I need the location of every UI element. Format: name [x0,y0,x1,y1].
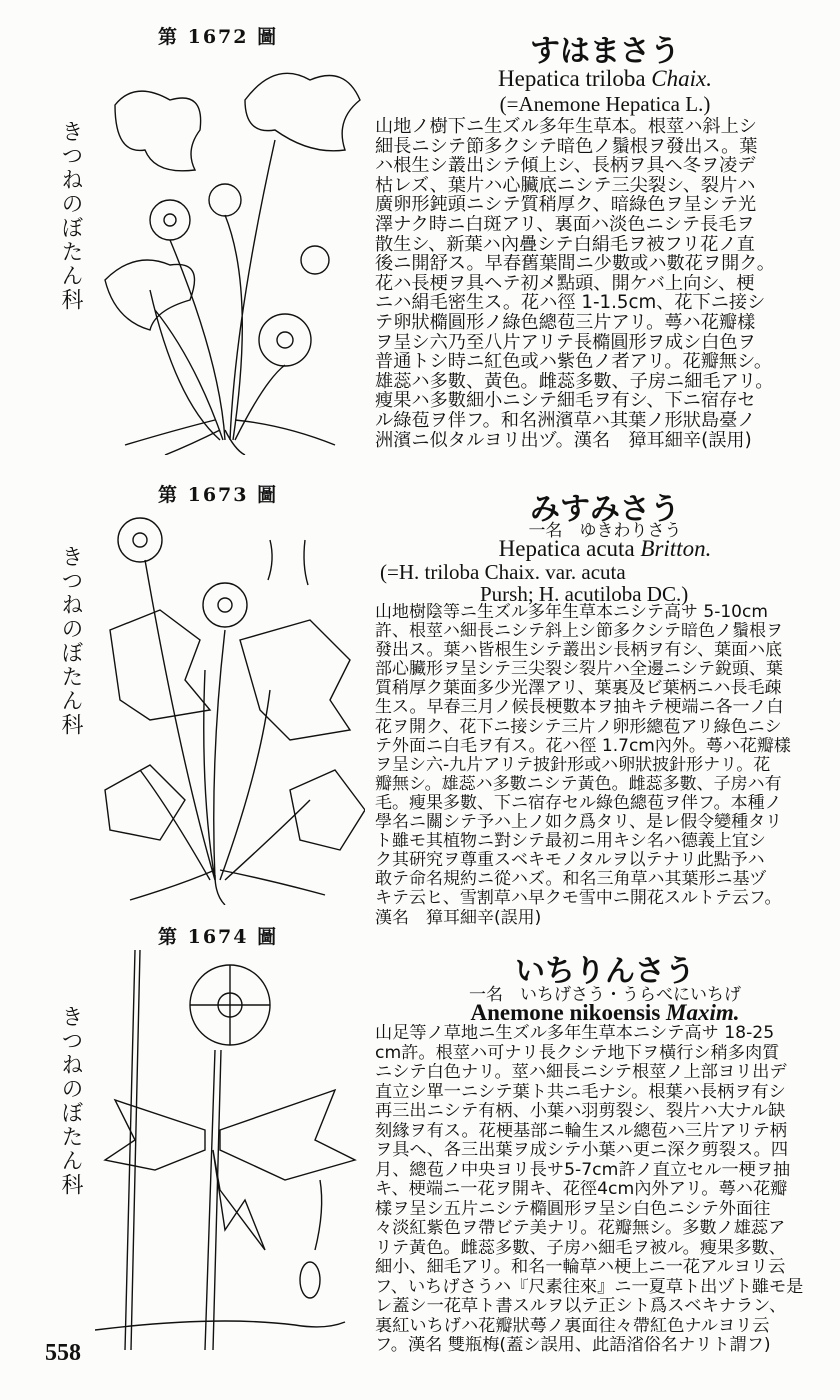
line: 再三出ニシテ有柄、小葉ハ羽剪裂シ、裂片ハ大ナル缺 [375,1102,786,1121]
japanese-name: みすみさう [530,492,680,527]
line: テ卵狀橢圓形ノ綠色總苞三片アリ。蕚ハ花瓣樣 [375,312,756,333]
line: cm許。根莖ハ可ナリ長クシテ地下ヲ橫行シ稍多肉質 [375,1043,780,1063]
anemone-nikoensis-illustration [95,950,360,1355]
line: キテ云ヒ、雪割草ハ早クモ雪中ニ開花スルトテ云フ。 [375,889,782,909]
author: Maxim. [666,1000,740,1025]
line: 洲濱ニ似タルヨリ出ヅ。漢名 獐耳細辛(誤用) [375,430,752,451]
line: 刻緣ヲ有ス。花梗基部ニ輪生スル總苞ハ三片アリテ柄 [375,1121,787,1141]
line: ク其硏究ヲ尊重スベキモノタルヲ以テナリ此點予ハ [375,851,765,871]
synonym-line-2: Pursh; H. acutiloba DC.) [480,582,689,606]
line: 枯レズ、葉片ハ心臟底ニシテ三尖裂シ、裂片ハ [375,175,756,196]
line: 澤ナク時ニ白斑アリ、裏面ハ淡色ニシテ長毛ヲ [375,214,755,235]
line: 普通トシ時ニ紅色或ハ紫色ノ者アリ。花瓣無シ。 [375,352,773,372]
line: 裏紅いちげハ花瓣狀蕚ノ裏面往々帶紅色ナルヨリ云 [375,1316,770,1336]
line: テ外面ニ白毛ヲ有ス。花ハ徑 1.7cm內外。蕚ハ花瓣樣 [375,736,791,756]
line: ヲ具ヘ、各三出葉ヲ成シテ小葉ハ更ニ深ク剪裂ス。四 [375,1141,789,1160]
line: 瓣無シ。雄蕊ハ多數ニシテ黃色。雌蕊多數、子房ハ有 [375,774,782,794]
line: 生ス。早春三月ノ候長梗數本ヲ抽キテ梗端ニ各一ノ白 [375,698,784,718]
line: 樣ヲ呈シ五片ニシテ橢圓形ヲ呈シ白色ニシテ外面往 [375,1199,771,1219]
line: フ。漢名 雙瓶梅(蓋シ誤用、此語渻俗名ナリト謂フ) [375,1336,771,1355]
line: 瘦果ハ多數細小ニシテ細毛ヲ有シ、下ニ宿存セ [375,391,756,411]
genus-species: Hepatica triloba [498,66,652,91]
line: ニシテ白色ナリ。莖ハ細長ニシテ根莖ノ上部ヨリ出デ [375,1063,787,1082]
line: 發出ス。葉ハ皆根生シテ叢出シ長柄ヲ有シ、葉面ハ底 [375,641,783,661]
line: 花ヲ開ク、花下ニ接シテ三片ノ卵形總苞アリ綠色ニシ [375,717,782,737]
hepatica-acuta-illustration [90,510,365,905]
line: 質稍厚ク葉面多少光澤アリ、葉裏及ビ葉柄ニハ長毛疎 [375,679,782,699]
page-number: 558 [45,1340,81,1366]
line: 月、總苞ノ中央ヨリ長サ5-7cm許ノ直立セル一梗ヲ抽 [375,1160,791,1180]
line: ヲ呈シ六-九片アリテ披針形或ハ卵狀披針形ナリ。花 [375,755,771,775]
line: 部心臟形ヲ呈シテ三尖裂シ裂片ハ全邊ニシテ銳頭、葉 [375,660,783,680]
figure-label: 第 1673 圖 [158,484,279,506]
line: 山地樹陰等ニ生ズル多年生草本ニシテ高サ 5-10cm [375,603,768,622]
line: ニハ絹毛密生ス。花ハ徑 1-1.5cm、花下ニ接シ [375,293,766,313]
author: Chaix. [651,66,712,91]
family-label: きつねのぼたん科 [58,1005,83,1197]
line: フ、いちげさうハ『尺素往來』ニ一夏草ト出ヅト雖モ是 [375,1277,804,1297]
description [375,603,837,928]
synonym-line-1: (=H. triloba Chaix. var. acuta [380,560,626,584]
hepatica-triloba-illustration [95,60,365,455]
family-label: きつねのぼたん科 [58,120,83,312]
line: レ蓋シ一花草ト書スルヲ以テ正シト爲スベキナラン、 [375,1297,787,1316]
description [375,1024,837,1356]
line: キ、梗端ニ一花ヲ開キ、花徑4cm內外アリ。蕚ハ花瓣 [375,1180,788,1199]
figure-label: 第 1674 圖 [158,926,279,948]
line: 漢名 獐耳細辛(誤用) [375,908,542,928]
family-label: きつねのぼたん科 [58,545,83,737]
line: 々淡紅紫色ヲ帶ビテ美ナリ。花瓣無シ。多數ノ雄蕊ア [375,1219,786,1238]
japanese-name: いちりんさう [515,954,695,989]
line: 後ニ開舒ス。早春舊葉間ニ少數或ハ數花ヲ開ク。 [375,254,775,274]
alternate-name: 一名 いちげさう・うらべにいちげ [469,985,741,1005]
line: ハ根生シ叢出シテ傾上シ、長柄ヲ具ヘ冬ヲ凌デ [375,156,756,176]
line: 廣卵形鈍頭ニシテ質稍厚ク、暗綠色ヲ呈シテ光 [375,195,757,215]
line: 山足等ノ草地ニ生ズル多年生草本ニシテ高サ 18-25 [375,1024,775,1043]
genus-species: Hepatica acuta [498,536,641,561]
line: リテ黃色。雌蕊多數、子房ハ細毛ヲ被ル。瘦果多數、 [375,1238,786,1258]
figure-label: 第 1672 圖 [158,26,279,48]
line: 細小、細毛アリ。和名一輪草ハ梗上ニ一花アルヨリ云 [375,1258,786,1277]
line: 直立シ單一ニシテ葉ト共ニ毛ナシ。根葉ハ長柄ヲ有シ [375,1082,786,1102]
scientific-name [375,66,835,92]
line: 許、根莖ハ細長ニシテ斜上シ節多クシテ暗色ノ鬚根ヲ [375,622,783,642]
line: 雄蕊ハ多數、黃色。雌蕊多數、子房ニ細毛アリ。 [375,371,774,392]
line: 散生シ、新葉ハ內疊シテ白絹毛ヲ被フリ花ノ直 [375,234,755,255]
japanese-name: すはまさう [530,34,680,69]
scientific-name [375,536,835,562]
author: Britton. [640,536,712,561]
line: 毛。瘦果多數、下ニ宿存セル綠色總苞ヲ伴フ。本種ノ [375,793,782,813]
line: 學名ニ關シテ予ハ上ノ如ク爲タリ、是レ假令變種タリ [375,813,783,833]
line: 花ハ長梗ヲ具ヘテ初メ點頭、開ケバ上向シ、梗 [375,273,755,294]
genus-species: Anemone nikoensis [470,1000,667,1025]
line: 敢テ命名規約ニ從ハズ。和名三角草ハ其葉形ニ基ヅ [375,870,767,890]
line: 山地ノ樹下ニ生ズル多年生草本。根莖ハ斜上シ [375,117,757,137]
scientific-name [375,1000,835,1026]
description [375,117,837,450]
synonym: (=Anemone Hepatica L.) [499,92,711,116]
line: 細長ニシテ節多クシテ暗色ノ鬚根ヲ發出ス。葉 [375,136,758,157]
line: ヲ呈シ六乃至八片アリテ長橢圓形ヲ成シ白色ヲ [375,332,756,353]
alternate-name: 一名 ゆきわりさう [528,521,682,541]
line: ル綠苞ヲ伴フ。和名洲濱草ハ其葉ノ形狀島臺ノ [375,410,756,431]
line: ト雖モ其植物ニ對シテ最初ニ用キシ名ハ德義上宜シ [375,832,766,852]
